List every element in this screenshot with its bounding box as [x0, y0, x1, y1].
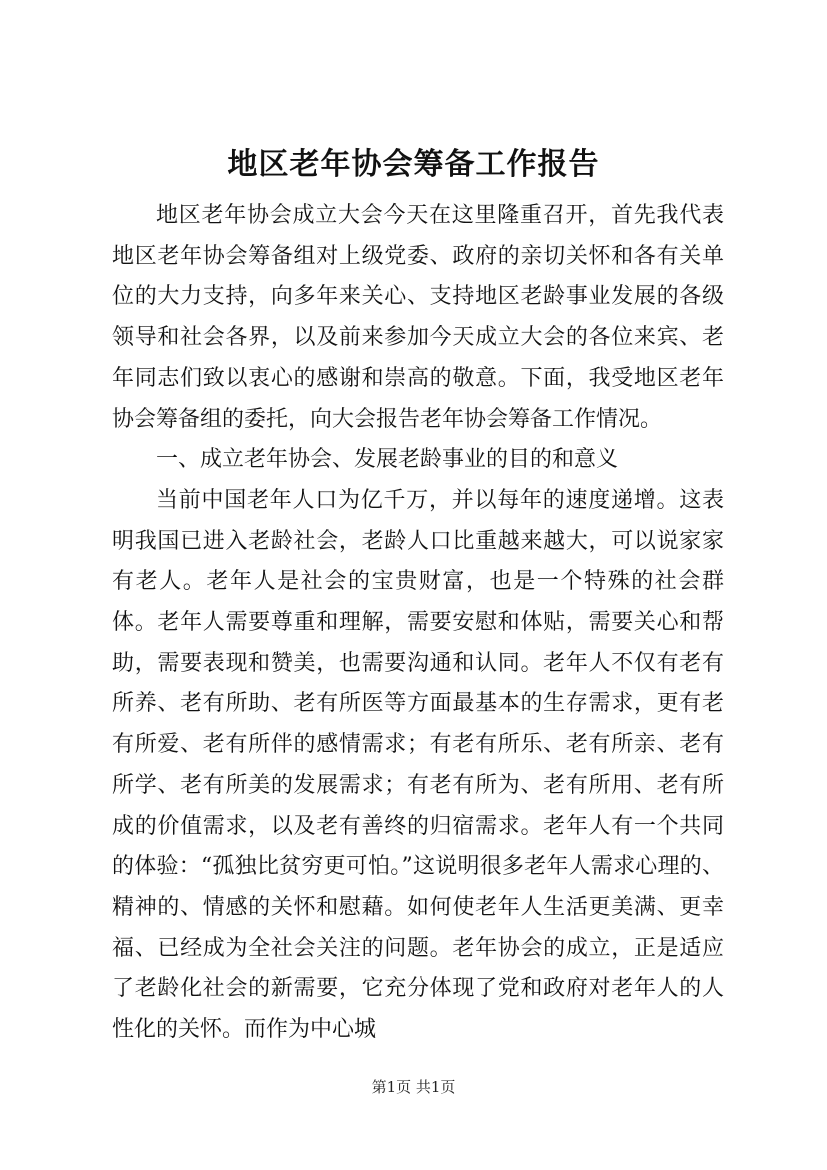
section-heading: 一、成立老年协会、发展老龄事业的目的和意义: [156, 447, 619, 473]
paragraph-intro: 地区老年协会成立大会今天在这里隆重召开，首先我代表地区老年协会筹备组对上级党委、政府的亲切关怀和各有关单位的大力支持，向多年来关心、支持地区老龄事业发展的各级领导和社会各界，以及前来参加今天成立大会的各位来宾、老年同志们致以衷心的感谢和崇高的敬意。下面，我受地区老年协会筹备组的委托，向大会报告老年协会筹备工作情况。: [112, 203, 724, 432]
document-title: 地区老年协会筹备工作报告: [227, 147, 600, 182]
paragraph-section-one: 当前中国老年人口为亿千万，并以每年的速度递增。这表明我国已进入老龄社会，老龄人口比重越来越大，可以说家家有老人。老年人是社会的宝贵财富，也是一个特殊的社会群体。老年人需要尊重和理解，需要安慰和体贴，需要关心和帮助，需要表现和赞美，也需要沟通和认同。老年人不仅有老有所养、老有所助、老有所医等方面最基本的生存需求，更有老有所爱、老有所伴的感情需求；有老有所乐、老有所亲、老有所学、老有所美的发展需求；有老有所为、老有所用、老有所成的价值需求，以及老有善终的归宿需求。老年人有一个共同的体验：“孤独比贫穷更可怕。”这说明很多老年人需求心理的、精神的、情感的关怀和慰藉。如何使老年人生活更美满、更幸福、已经成为全社会关注的问题。老年协会的成立，正是适应了老龄化社会的新需要，它充分体现了党和政府对老年人的人性化的关怀。而作为中心城: [112, 487, 724, 1043]
document-body: [112, 196, 724, 1051]
page-footer: 第1页 共1页: [371, 1078, 456, 1096]
